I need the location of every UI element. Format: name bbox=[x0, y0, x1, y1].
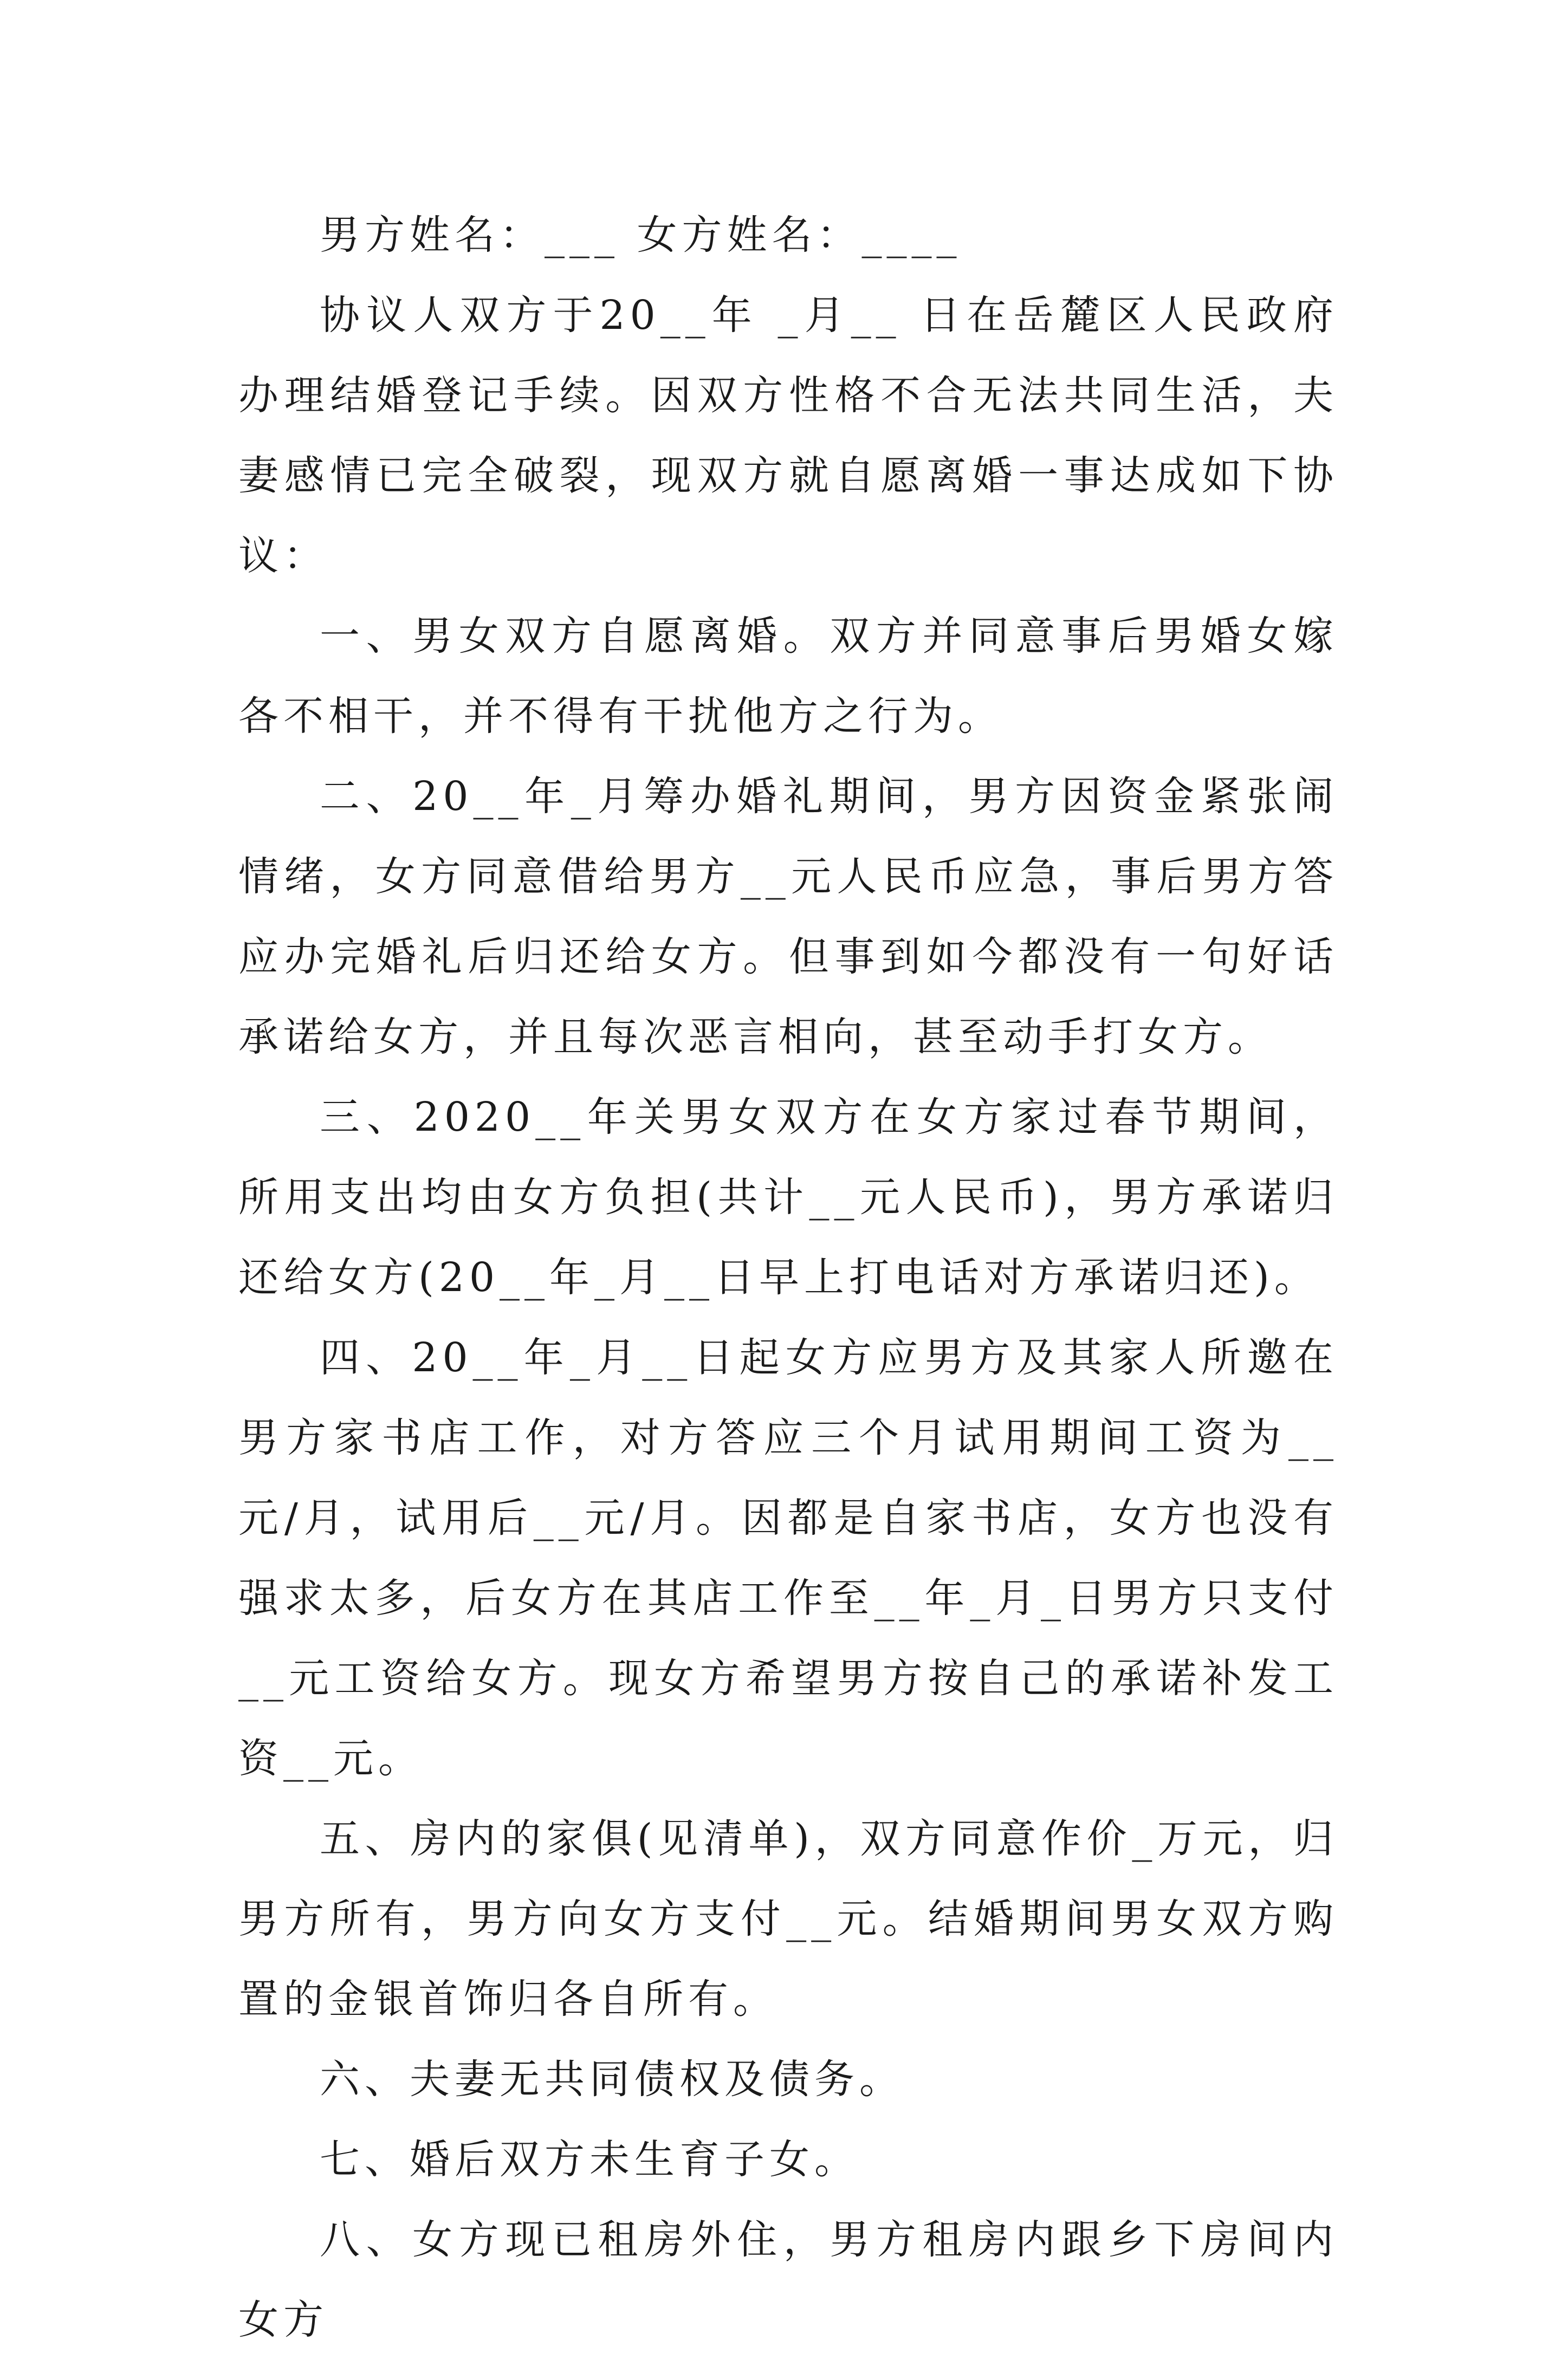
clause-6-paragraph: 六、夫妻无共同债权及债务。 bbox=[320, 2056, 904, 2103]
clause-4-paragraph: 四、20__年_月__日起女方应男方及其家人所邀在男方家书店工作，对方答应三个月试用期间工资为__元/月，试用后__元/月。因都是自家书店，女方也没有强求太多，后女方在其店工作至__年_月_日男方只支付__元工资给女方。现女方希望男方按自己的承诺补发工资__元。 bbox=[238, 1334, 1338, 1782]
clause-7-paragraph: 七、婚后双方未生育子女。 bbox=[320, 2136, 859, 2183]
clause-5-paragraph: 五、房内的家俱(见清单)，双方同意作价_万元，归男方所有，男方向女方支付__元。结婚期间男女双方购置的金银首饰归各自所有。 bbox=[238, 1816, 1338, 2022]
document-body bbox=[238, 195, 1338, 2360]
clause-3-paragraph: 三、2020__年关男女双方在女方家过春节期间，所用支出均由女方负担(共计__元人民币)，男方承诺归还给女方(20__年_月__日早上打电话对方承诺归还)。 bbox=[238, 1094, 1338, 1301]
names-line: 男方姓名：___ 女方姓名：____ bbox=[320, 212, 962, 258]
clause-2-paragraph: 二、20__年_月筹办婚礼期间，男方因资金紧张闹情绪，女方同意借给男方__元人民币应急，事后男方答应办完婚礼后归还给女方。但事到如今都没有一句好话承诺给女方，并且每次恶言相向，甚至动手打女方。 bbox=[238, 773, 1338, 1060]
clause-8-paragraph: 八、女方现已租房外住，男方租房内跟乡下房间内女方 bbox=[238, 2216, 1338, 2343]
agreement-intro-paragraph: 协议人双方于20__年 _月__ 日在岳麓区人民政府办理结婚登记手续。因双方性格不合无法共同生活，夫妻感情已完全破裂，现双方就自愿离婚一事达成如下协议： bbox=[238, 292, 1338, 579]
clause-1-paragraph: 一、男女双方自愿离婚。双方并同意事后男婚女嫁各不相干，并不得有干扰他方之行为。 bbox=[238, 613, 1338, 740]
